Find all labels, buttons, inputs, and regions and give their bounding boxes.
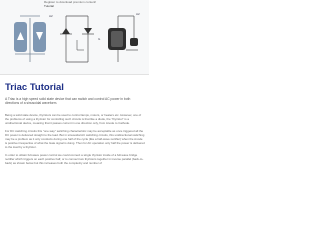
- page-title: Triac Tutorial: [5, 82, 64, 93]
- hero-divider: [0, 74, 149, 75]
- gate-label: G: [98, 37, 101, 41]
- intro-paragraph: A Triac is a high speed solid state device that can switch and control AC power in both directions of a sinusoidal waveform.: [5, 97, 131, 106]
- article-body: [5, 113, 145, 168]
- body-paragraph: In order to obtain full-wave power control we could connect a single thyristor inside of a full-wave bridge rectifier which triggers on each positive half, or to connect two thyristors together in inverse parallel (back-to-back) as shown below but this increases both the complexity and number of: [5, 152, 144, 165]
- a2-label: A2: [136, 12, 140, 16]
- register-banner-link[interactable]: Register to download premium content!: [44, 0, 97, 4]
- breadcrumb[interactable]: Tutorial: [44, 3, 54, 8]
- left-terminal-label: A2: [49, 14, 53, 18]
- triac-hero-image: [0, 10, 149, 73]
- body-paragraph: Being a solid state device, thyristors can be used to control lamps, motors, or heaters etc. However, one of the problems of using a thyristor for controlling such circuits is that like a diode, the "thyristor" is a unidirectional device, meaning that it passes current in one direction only, from Anode to Cathode.: [5, 113, 142, 126]
- body-paragraph: For DC switching circuits this "one-way" switching characteristic may be acceptable as once triggered all the DC power is delivered straight to the load. But in sinusoidal AC switching circuits, this unidirectional switching may be a problem as it only conducts during one half of the cycle (like a half-wave rectifier) when the Anode is positive irrespective of what the Gate signal is doing. Then for AC operation only half the power is delivered to the load by a thyristor.: [5, 128, 145, 149]
- hero-section: [0, 0, 149, 75]
